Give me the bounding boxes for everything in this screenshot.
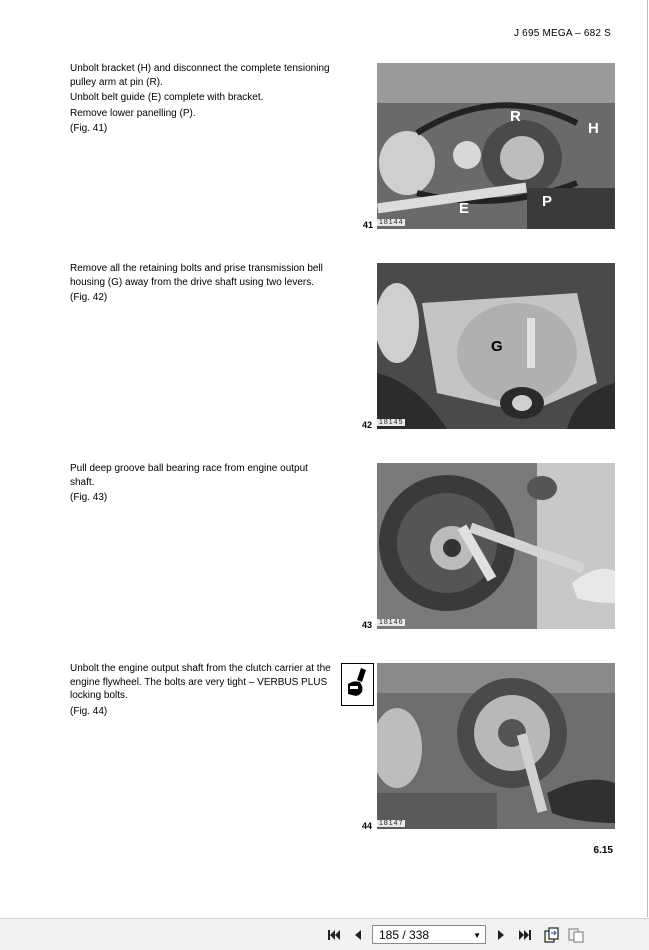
instruction-block-41 bbox=[70, 62, 332, 138]
first-page-button[interactable] bbox=[325, 926, 343, 944]
last-page-button[interactable] bbox=[516, 926, 534, 944]
instruction-line: Remove lower panelling (P). bbox=[70, 107, 196, 119]
tool-hint-box bbox=[341, 663, 374, 706]
callout-R: R bbox=[510, 108, 521, 125]
callout-G: G bbox=[491, 338, 503, 355]
instruction-line: Unbolt the engine output shaft from the clutch carrier at the engine flywheel. The bolts are very tight – VERBUS PLUS locking bolts. bbox=[70, 663, 331, 701]
photo-id: 18144 bbox=[379, 219, 404, 226]
page-indicator: 185 / 338 bbox=[379, 928, 430, 942]
viewer-toolbar bbox=[0, 918, 649, 950]
figure-photo-44 bbox=[377, 663, 615, 829]
two-page-button[interactable] bbox=[567, 926, 585, 944]
first-page-icon bbox=[327, 928, 341, 942]
instruction-line: Unbolt belt guide (E) complete with bracket. bbox=[70, 92, 264, 103]
photo-id: 18147 bbox=[379, 820, 404, 827]
figure-photo-41 bbox=[377, 63, 615, 229]
instruction-line: Remove all the retaining bolts and prise transmission bell housing (G) away from the drive shaft using two levers. bbox=[70, 263, 323, 288]
callout-E: E bbox=[459, 200, 470, 217]
fit-page-icon bbox=[544, 927, 560, 943]
callout-P: P bbox=[542, 193, 553, 210]
last-page-icon bbox=[518, 928, 532, 942]
photo-id: 18145 bbox=[379, 419, 404, 426]
figure-photo-43 bbox=[377, 463, 615, 629]
wrench-hand-icon bbox=[342, 664, 373, 705]
instruction-line: Pull deep groove ball bearing race from engine output shaft. bbox=[70, 463, 308, 488]
photo-id: 18146 bbox=[379, 619, 404, 626]
instruction-block-43 bbox=[70, 462, 332, 507]
figure-reference: (Fig. 43) bbox=[70, 492, 108, 503]
callout-H: H bbox=[588, 120, 599, 137]
figure-reference: (Fig. 41) bbox=[70, 123, 108, 134]
figure-reference: (Fig. 42) bbox=[70, 292, 108, 303]
instruction-block-44 bbox=[70, 662, 332, 720]
prev-page-button[interactable] bbox=[349, 926, 367, 944]
page-number-select[interactable] bbox=[372, 925, 486, 944]
next-page-icon bbox=[494, 928, 508, 942]
figure-number: 43 bbox=[362, 620, 373, 630]
instruction-line: Unbolt bracket (H) and disconnect the complete tensioning pulley arm at pin (R). bbox=[70, 63, 330, 88]
figure-reference: (Fig. 44) bbox=[70, 705, 108, 717]
chevron-down-icon: ▼ bbox=[473, 931, 481, 940]
page-number: 6.15 bbox=[593, 845, 613, 856]
next-page-button[interactable] bbox=[492, 926, 510, 944]
figure-number: 44 bbox=[362, 821, 373, 831]
page-header: J 695 MEGA – 682 S bbox=[514, 28, 611, 39]
fit-page-button[interactable] bbox=[543, 926, 561, 944]
two-page-icon bbox=[568, 927, 584, 943]
figure-number: 41 bbox=[363, 220, 374, 230]
figure-number: 42 bbox=[362, 420, 373, 430]
prev-page-icon bbox=[351, 928, 365, 942]
figure-photo-42 bbox=[377, 263, 615, 429]
instruction-block-42 bbox=[70, 262, 332, 307]
